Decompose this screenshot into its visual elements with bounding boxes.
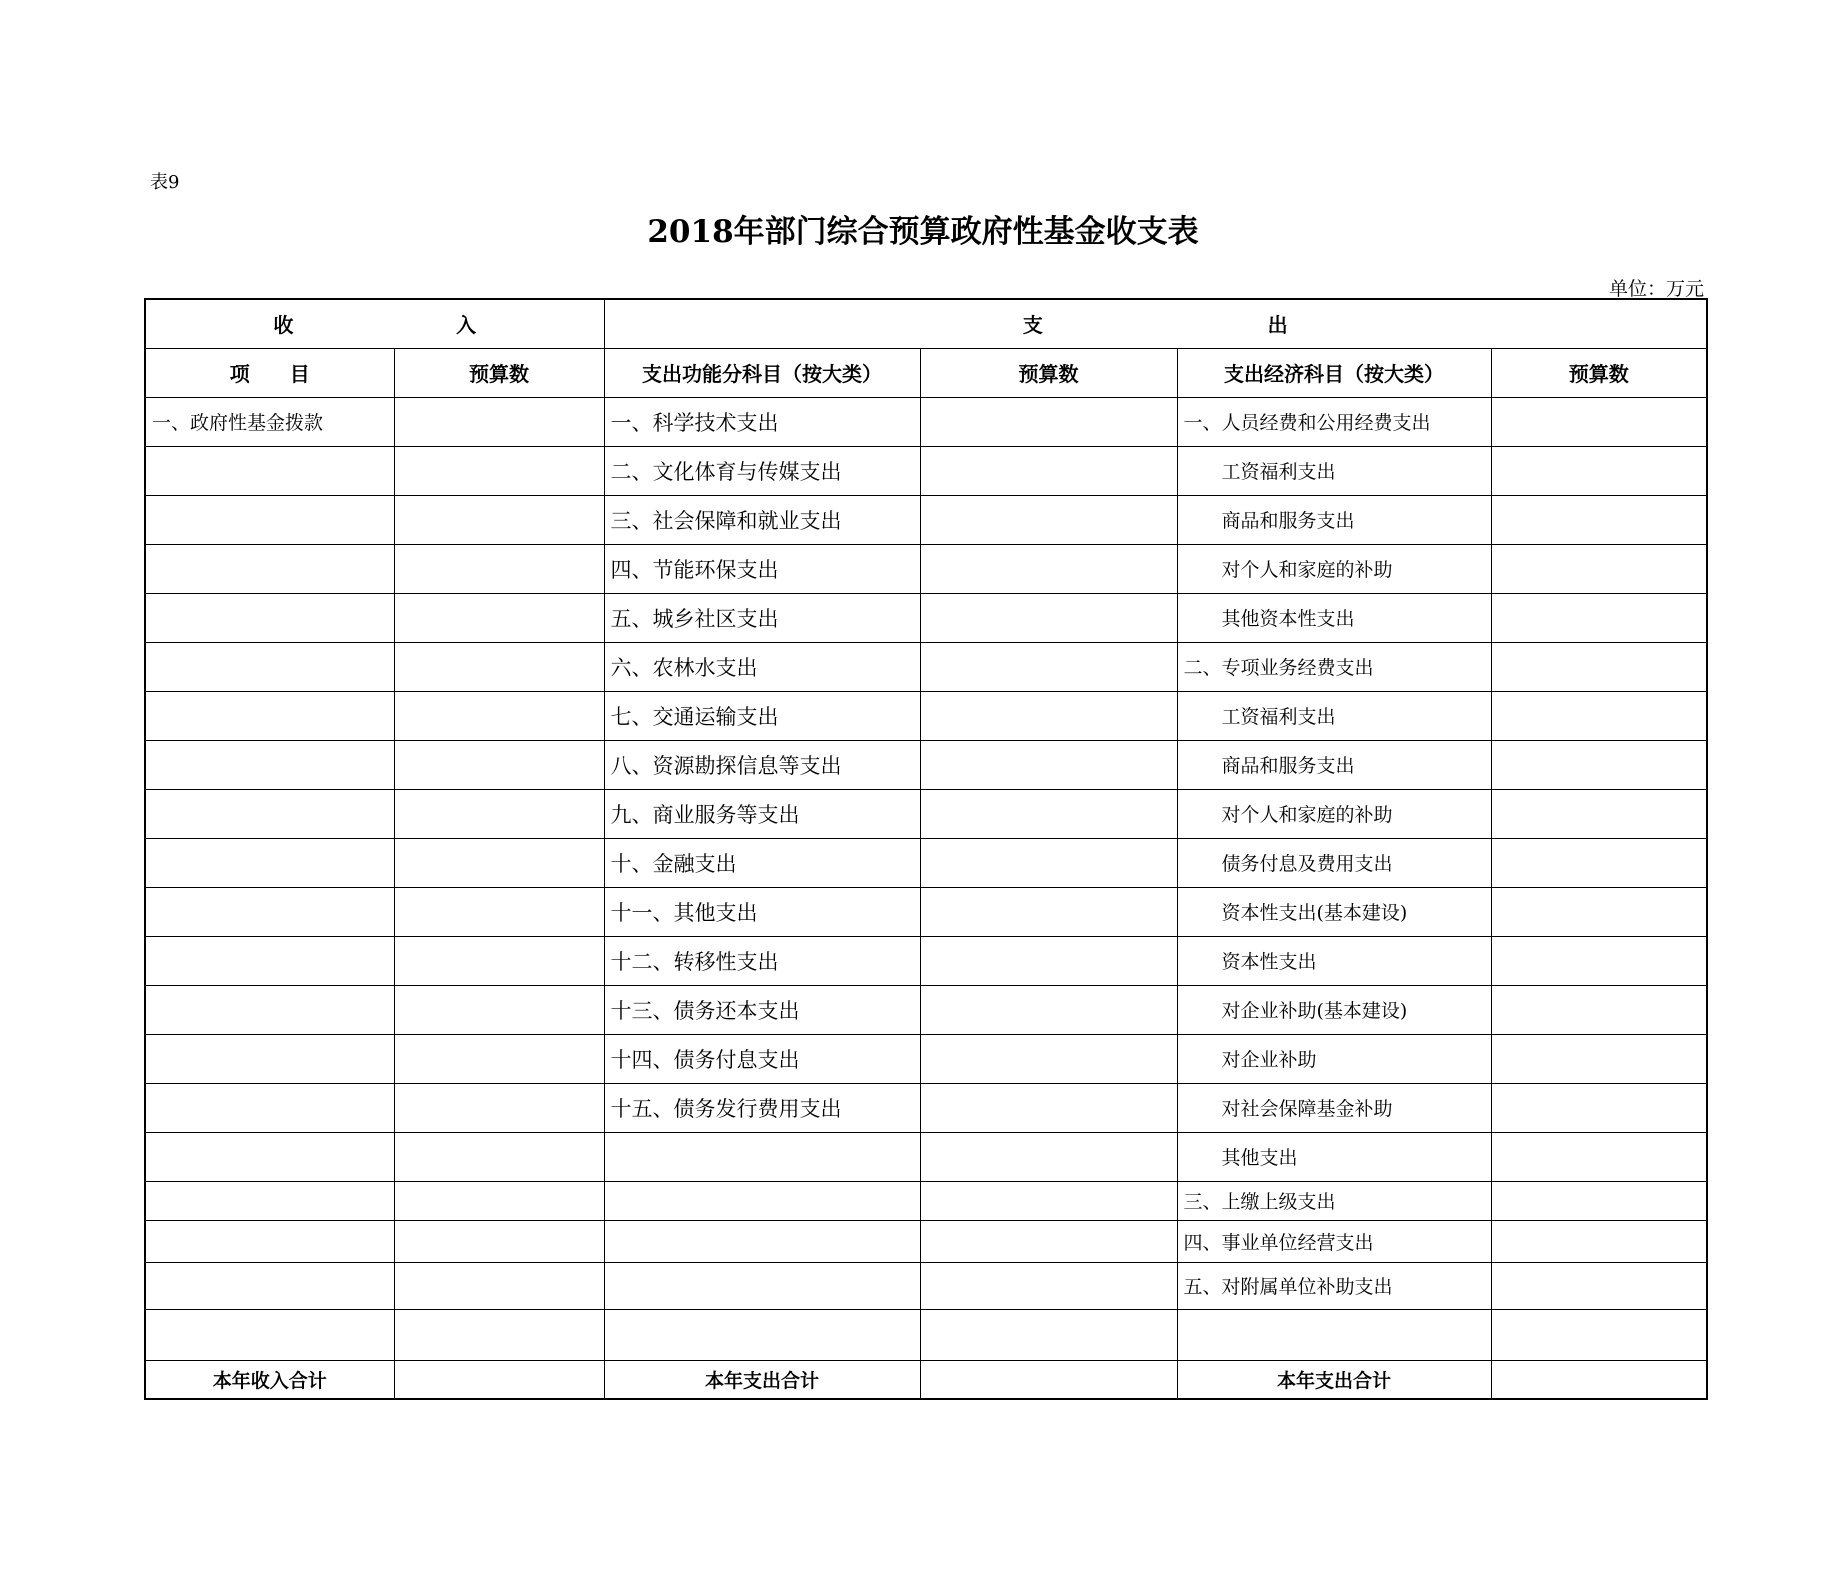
econ-subject-cell: 二、专项业务经费支出 <box>1177 642 1491 691</box>
table-row <box>145 740 1707 789</box>
income-item-cell <box>145 691 394 740</box>
econ-budget-cell <box>1491 544 1707 593</box>
col-header-econ-subject: 支出经济科目（按大类） <box>1177 348 1491 397</box>
table-number: 表9 <box>150 172 180 193</box>
econ-subject-cell: 工资福利支出 <box>1177 446 1491 495</box>
econ-budget-cell <box>1491 446 1707 495</box>
income-total-label: 本年收入合计 <box>145 1360 394 1399</box>
func-subject-cell <box>604 1309 920 1360</box>
econ-budget-cell <box>1491 1262 1707 1309</box>
income-item-cell <box>145 1181 394 1220</box>
income-budget-cell <box>394 691 604 740</box>
budget-table <box>144 298 1708 1400</box>
func-subject-cell: 九、商业服务等支出 <box>604 789 920 838</box>
econ-budget-cell <box>1491 1181 1707 1220</box>
func-total-value <box>920 1360 1177 1399</box>
table-row <box>145 936 1707 985</box>
econ-budget-cell <box>1491 985 1707 1034</box>
income-budget-cell <box>394 446 604 495</box>
table-row <box>145 495 1707 544</box>
income-item-cell <box>145 446 394 495</box>
econ-budget-cell <box>1491 740 1707 789</box>
func-budget-cell <box>920 495 1177 544</box>
income-item-cell <box>145 544 394 593</box>
income-budget-cell <box>394 1034 604 1083</box>
income-item-cell <box>145 593 394 642</box>
econ-budget-cell <box>1491 936 1707 985</box>
func-subject-cell: 十一、其他支出 <box>604 887 920 936</box>
income-budget-cell <box>394 642 604 691</box>
total-row <box>145 1360 1707 1399</box>
func-budget-cell <box>920 1220 1177 1262</box>
column-header-row <box>145 348 1707 397</box>
econ-subject-cell: 对企业补助 <box>1177 1034 1491 1083</box>
income-budget-cell <box>394 1083 604 1132</box>
table-row <box>145 789 1707 838</box>
func-budget-cell <box>920 1132 1177 1181</box>
income-budget-cell <box>394 1262 604 1309</box>
econ-subject-cell: 商品和服务支出 <box>1177 740 1491 789</box>
table-row <box>145 446 1707 495</box>
econ-subject-cell: 对企业补助(基本建设) <box>1177 985 1491 1034</box>
func-budget-cell <box>920 985 1177 1034</box>
func-subject-cell: 二、文化体育与传媒支出 <box>604 446 920 495</box>
income-budget-cell <box>394 838 604 887</box>
econ-budget-cell <box>1491 642 1707 691</box>
func-subject-cell: 一、科学技术支出 <box>604 397 920 446</box>
income-budget-cell <box>394 789 604 838</box>
econ-subject-cell: 一、人员经费和公用经费支出 <box>1177 397 1491 446</box>
func-subject-cell <box>604 1220 920 1262</box>
econ-budget-cell <box>1491 397 1707 446</box>
income-budget-cell <box>394 544 604 593</box>
table-row <box>145 1220 1707 1262</box>
econ-subject-cell: 四、事业单位经营支出 <box>1177 1220 1491 1262</box>
econ-budget-cell <box>1491 593 1707 642</box>
econ-budget-cell <box>1491 1309 1707 1360</box>
func-subject-cell: 五、城乡社区支出 <box>604 593 920 642</box>
func-budget-cell <box>920 887 1177 936</box>
table-row <box>145 691 1707 740</box>
func-budget-cell <box>920 1083 1177 1132</box>
func-subject-cell: 八、资源勘探信息等支出 <box>604 740 920 789</box>
table-row <box>145 838 1707 887</box>
func-budget-cell <box>920 544 1177 593</box>
func-subject-cell <box>604 1132 920 1181</box>
income-item-cell <box>145 789 394 838</box>
econ-budget-cell <box>1491 789 1707 838</box>
func-subject-cell: 四、节能环保支出 <box>604 544 920 593</box>
func-budget-cell <box>920 691 1177 740</box>
income-item-cell <box>145 495 394 544</box>
table-row <box>145 1309 1707 1360</box>
income-item-cell <box>145 1034 394 1083</box>
income-item-cell: 一、政府性基金拨款 <box>145 397 394 446</box>
income-char-2: 入 <box>456 313 477 338</box>
income-item-cell <box>145 1309 394 1360</box>
income-budget-cell <box>394 1309 604 1360</box>
income-char-1: 收 <box>273 313 294 338</box>
econ-budget-cell <box>1491 1034 1707 1083</box>
func-subject-cell <box>604 1262 920 1309</box>
expense-section-header <box>604 299 1707 348</box>
table-row <box>145 1083 1707 1132</box>
econ-subject-cell: 五、对附属单位补助支出 <box>1177 1262 1491 1309</box>
func-budget-cell <box>920 838 1177 887</box>
econ-subject-cell: 对个人和家庭的补助 <box>1177 789 1491 838</box>
func-budget-cell <box>920 593 1177 642</box>
income-budget-cell <box>394 593 604 642</box>
func-subject-cell: 十、金融支出 <box>604 838 920 887</box>
income-item-cell <box>145 887 394 936</box>
func-subject-cell: 十四、债务付息支出 <box>604 1034 920 1083</box>
func-total-label: 本年支出合计 <box>604 1360 920 1399</box>
table-row <box>145 544 1707 593</box>
econ-total-value <box>1491 1360 1707 1399</box>
income-item-cell <box>145 985 394 1034</box>
func-subject-cell: 十三、债务还本支出 <box>604 985 920 1034</box>
func-budget-cell <box>920 936 1177 985</box>
expense-char-1: 支 <box>1022 313 1043 338</box>
func-subject-cell: 十二、转移性支出 <box>604 936 920 985</box>
econ-budget-cell <box>1491 1132 1707 1181</box>
table-row <box>145 1262 1707 1309</box>
col-header-item: 项 目 <box>145 348 394 397</box>
table-row <box>145 1034 1707 1083</box>
table-row <box>145 642 1707 691</box>
func-budget-cell <box>920 397 1177 446</box>
econ-subject-cell: 对社会保障基金补助 <box>1177 1083 1491 1132</box>
econ-subject-cell <box>1177 1309 1491 1360</box>
econ-budget-cell <box>1491 495 1707 544</box>
econ-subject-cell: 对个人和家庭的补助 <box>1177 544 1491 593</box>
func-budget-cell <box>920 789 1177 838</box>
func-subject-cell: 七、交通运输支出 <box>604 691 920 740</box>
func-subject-cell: 六、农林水支出 <box>604 642 920 691</box>
table-row <box>145 593 1707 642</box>
func-subject-cell <box>604 1181 920 1220</box>
income-total-value <box>394 1360 604 1399</box>
table-row <box>145 1181 1707 1220</box>
econ-subject-cell: 三、上缴上级支出 <box>1177 1181 1491 1220</box>
func-budget-cell <box>920 1262 1177 1309</box>
econ-subject-cell: 资本性支出(基本建设) <box>1177 887 1491 936</box>
econ-subject-cell: 其他资本性支出 <box>1177 593 1491 642</box>
unit-label: 单位：万元 <box>1608 278 1704 300</box>
func-budget-cell <box>920 1181 1177 1220</box>
table-row <box>145 887 1707 936</box>
econ-budget-cell <box>1491 1220 1707 1262</box>
document-title: 2018年部门综合预算政府性基金收支表 <box>647 214 1199 250</box>
income-item-cell <box>145 838 394 887</box>
econ-subject-cell: 商品和服务支出 <box>1177 495 1491 544</box>
section-header-row <box>145 299 1707 348</box>
econ-budget-cell <box>1491 838 1707 887</box>
func-budget-cell <box>920 1309 1177 1360</box>
income-budget-cell <box>394 985 604 1034</box>
econ-budget-cell <box>1491 1083 1707 1132</box>
func-subject-cell: 十五、债务发行费用支出 <box>604 1083 920 1132</box>
col-header-func-budget: 预算数 <box>920 348 1177 397</box>
income-budget-cell <box>394 1181 604 1220</box>
income-budget-cell <box>394 936 604 985</box>
table-row <box>145 397 1707 446</box>
table-row <box>145 985 1707 1034</box>
econ-subject-cell: 资本性支出 <box>1177 936 1491 985</box>
econ-subject-cell: 债务付息及费用支出 <box>1177 838 1491 887</box>
income-section-header <box>145 299 604 348</box>
income-budget-cell <box>394 495 604 544</box>
income-budget-cell <box>394 1220 604 1262</box>
income-budget-cell <box>394 887 604 936</box>
econ-total-label: 本年支出合计 <box>1177 1360 1491 1399</box>
expense-char-2: 出 <box>1267 313 1288 338</box>
table-row <box>145 1132 1707 1181</box>
func-budget-cell <box>920 1034 1177 1083</box>
income-item-cell <box>145 1083 394 1132</box>
income-item-cell <box>145 1262 394 1309</box>
func-budget-cell <box>920 446 1177 495</box>
econ-subject-cell: 其他支出 <box>1177 1132 1491 1181</box>
income-item-cell <box>145 642 394 691</box>
income-budget-cell <box>394 740 604 789</box>
econ-subject-cell: 工资福利支出 <box>1177 691 1491 740</box>
income-item-cell <box>145 1220 394 1262</box>
col-header-income-budget: 预算数 <box>394 348 604 397</box>
col-header-func-subject: 支出功能分科目（按大类） <box>604 348 920 397</box>
func-budget-cell <box>920 740 1177 789</box>
income-item-cell <box>145 936 394 985</box>
econ-budget-cell <box>1491 691 1707 740</box>
econ-budget-cell <box>1491 887 1707 936</box>
func-budget-cell <box>920 642 1177 691</box>
income-item-cell <box>145 740 394 789</box>
income-item-cell <box>145 1132 394 1181</box>
func-subject-cell: 三、社会保障和就业支出 <box>604 495 920 544</box>
col-header-econ-budget: 预算数 <box>1491 348 1707 397</box>
income-budget-cell <box>394 397 604 446</box>
income-budget-cell <box>394 1132 604 1181</box>
